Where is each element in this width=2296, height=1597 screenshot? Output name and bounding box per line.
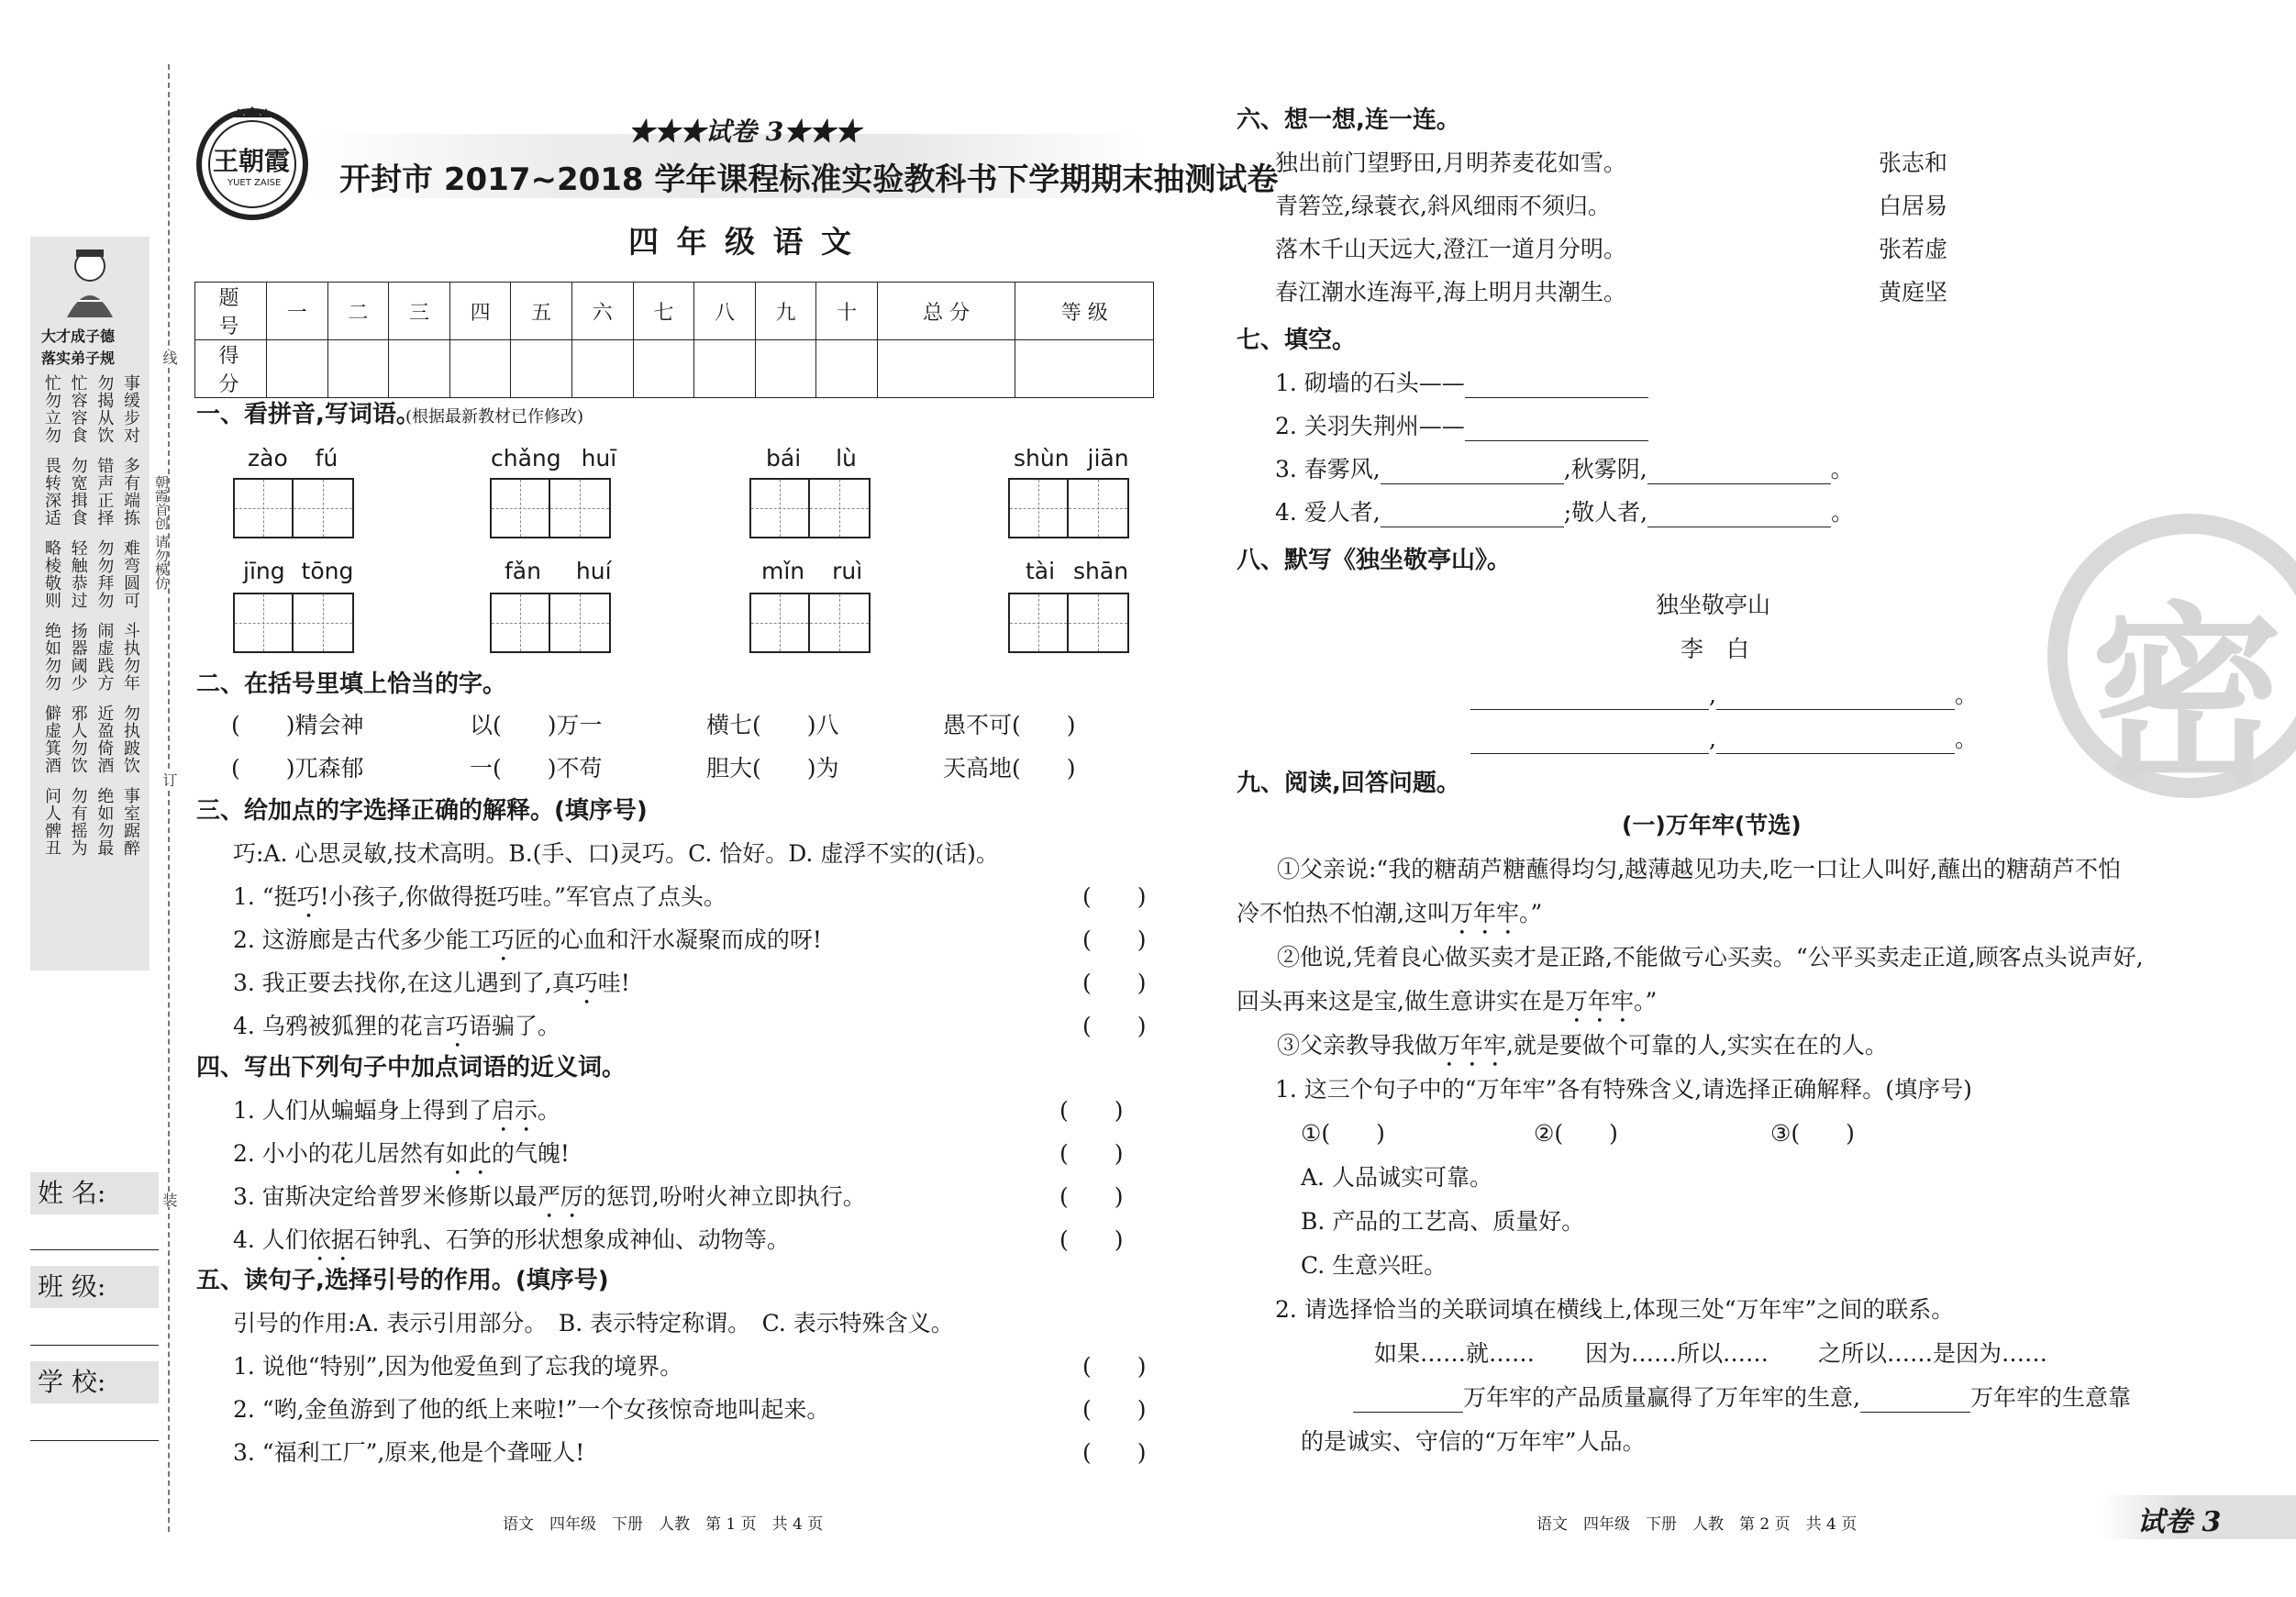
motto-col: 扬器阈少	[68, 622, 88, 692]
class-label: 班 级:	[30, 1266, 159, 1308]
q9-choice: B. 产品的工艺高、质量好。	[1301, 1208, 1585, 1235]
score-input[interactable]	[267, 340, 328, 398]
score-cell: 四	[449, 283, 511, 340]
passage-text	[1277, 1031, 1888, 1072]
answer-paren[interactable]: ( )	[1082, 1013, 1147, 1039]
q6-title: 六、想一想,连一连。	[1237, 106, 1460, 134]
motto-col: 绝如勿勿	[42, 622, 61, 692]
text: 匠的心血和汗水凝聚而成的呀!	[514, 926, 822, 953]
q9-title: 九、阅读,回答问题。	[1237, 770, 1460, 797]
answer-blank[interactable]	[1716, 688, 1955, 710]
answer-blank[interactable]	[1465, 376, 1648, 398]
text: 的气魄!	[491, 1140, 570, 1167]
q9-question: 1. 这三个句子中的“万年牢”各有特殊含义,请选择正确解释。(填序号)	[1275, 1076, 1972, 1103]
q3-options: 巧:A. 心思灵敏,技术高明。B.(手、口)灵巧。C. 恰好。D. 虚浮不实的(话)。	[233, 840, 999, 867]
q8-title: 八、默写《独坐敬亭山》。	[1237, 547, 1512, 574]
poem-line	[1470, 681, 1978, 710]
answer-blank[interactable]	[1716, 732, 1955, 754]
pinyin: shùn jiān	[1014, 445, 1129, 471]
q2-idiom[interactable]: ( )精会神	[231, 712, 364, 738]
score-input[interactable]	[449, 340, 511, 398]
score-input[interactable]	[816, 340, 878, 398]
text: 语骗了。	[468, 1013, 560, 1039]
score-table	[194, 282, 1154, 398]
motto-col: 近盈倚酒	[94, 704, 115, 774]
score-cell: 九	[755, 283, 816, 340]
text: 。	[1954, 682, 1978, 708]
writing-grid[interactable]	[233, 593, 354, 653]
text: 2. 关羽失荆州——	[1275, 413, 1465, 439]
text: 哇!	[597, 970, 630, 996]
motto-columns	[41, 374, 140, 870]
motto-col: 多有端拣	[120, 457, 140, 527]
text: ,就是要做个可靠的人,实实在在的人。	[1506, 1032, 1888, 1059]
corner-label: 试卷 3	[2137, 1506, 2222, 1538]
publisher-logo	[193, 105, 312, 224]
q3-item	[233, 882, 727, 924]
q5-title: 五、读句子,选择引号的作用。(填序号)	[196, 1267, 609, 1294]
motto-col: 绝如勿最	[94, 787, 115, 857]
answer-paren[interactable]: ( )	[1082, 926, 1147, 953]
school-label: 学 校:	[30, 1361, 159, 1403]
footer-left: 语文 四年级 下册 人教 第 1 页 共 4 页	[503, 1515, 824, 1534]
q6-poem-line: 青箬笠,绿蓑衣,斜风细雨不须归。	[1275, 193, 1611, 219]
writing-grid[interactable]	[749, 593, 871, 653]
dotted-word: 万年牢	[1449, 900, 1519, 926]
score-input[interactable]	[1015, 340, 1154, 398]
score-input[interactable]	[571, 340, 633, 398]
motto-col: 忙容容食	[68, 374, 88, 444]
text: ;敬人者,	[1563, 499, 1648, 526]
score-input[interactable]	[755, 340, 816, 398]
score-cell: 七	[633, 283, 694, 340]
q2-idiom[interactable]: 一( )不苟	[470, 755, 603, 782]
class-field[interactable]	[30, 1345, 159, 1346]
score-input[interactable]	[389, 340, 450, 398]
dotted-char: 巧	[574, 970, 598, 996]
poem-author: 李 白	[1680, 636, 1750, 662]
text: 的惩罚,吩咐火神立即执行。	[582, 1183, 866, 1210]
answer-blank[interactable]	[1860, 1391, 1970, 1413]
q5-options: 引号的作用:A. 表示引用部分。 B. 表示特定称谓。 C. 表示特殊含义。	[233, 1310, 954, 1336]
answer-paren[interactable]: ②( )	[1534, 1120, 1618, 1147]
q4-item	[233, 1139, 570, 1181]
q7-item	[1275, 369, 1648, 398]
score-cell: 题 号	[195, 283, 267, 340]
text: 万年牢的生意靠	[1969, 1384, 2131, 1411]
text: 。	[1830, 456, 1854, 482]
q9-choice: C. 生意兴旺。	[1301, 1252, 1447, 1279]
q2-idiom[interactable]: 天高地( )	[943, 755, 1076, 782]
answer-paren[interactable]: ( )	[1082, 1396, 1147, 1423]
conjunction-option: 之所以……是因为……	[1818, 1340, 2048, 1367]
q4-title: 四、写出下列句子中加点词语的近义词。	[196, 1054, 627, 1081]
score-cell: 一	[267, 283, 328, 340]
poem-line	[1470, 725, 1978, 754]
text: 万年牢的产品质量赢得了万年牢的生意,	[1463, 1384, 1860, 1411]
answer-blank[interactable]	[1465, 419, 1648, 441]
writing-grid[interactable]	[233, 478, 354, 538]
q2-idiom[interactable]: 横七( )八	[706, 712, 839, 738]
conjunction-option: 因为……所以……	[1585, 1340, 1769, 1367]
motto-col: 邪人勿饮	[68, 704, 88, 774]
answer-paren[interactable]: ( )	[1059, 1226, 1124, 1253]
text: 回头再来这是宝,做生意讲实在是	[1237, 988, 1565, 1015]
score-input[interactable]	[877, 340, 1015, 398]
exam-title: 开封市 2017~2018 学年课程标准实验教科书下学期期末抽测试卷	[339, 161, 1279, 198]
answer-paren[interactable]: ( )	[1082, 1353, 1147, 1380]
writing-grid[interactable]	[749, 478, 871, 538]
answer-blank[interactable]	[1470, 688, 1709, 710]
school-field[interactable]	[30, 1440, 159, 1441]
text: !小孩子,你做得挺巧哇。”军官点了点头。	[319, 883, 727, 910]
bind-label-ding: 订	[161, 772, 178, 787]
dotted-word: 启示	[491, 1097, 538, 1124]
q3-title: 三、给加点的字选择正确的解释。(填序号)	[196, 797, 648, 825]
q9-sentence	[1353, 1383, 2131, 1413]
pinyin: bái lù	[766, 445, 857, 471]
q9-sentence: 的是诚实、守信的“万年牢”人品。	[1301, 1428, 1646, 1455]
score-cell: 八	[694, 283, 756, 340]
passage-text	[1237, 987, 1657, 1028]
logo-text: 王朝霞	[213, 146, 291, 176]
motto-col: 问人髀丑	[42, 787, 61, 857]
text: 1. 砌墙的石头——	[1275, 370, 1465, 396]
q4-item	[233, 1225, 790, 1267]
exam-subject: 四 年 级 语 文	[628, 224, 855, 260]
dotted-word: 如此	[445, 1140, 492, 1167]
q5-item: 1. 说他“特别”,因为他爱鱼到了忘我的境界。	[233, 1353, 683, 1380]
q2-title: 二、在括号里填上恰当的字。	[196, 671, 507, 698]
answer-paren[interactable]: ( )	[1082, 1439, 1147, 1466]
motto-col: 闹虚践方	[94, 622, 115, 692]
q2-idiom[interactable]: 胆大( )为	[706, 755, 839, 782]
text: 2. 小小的花儿居然有	[233, 1140, 446, 1167]
bind-label-xian: 线	[161, 350, 178, 365]
score-cell: 二	[327, 283, 389, 340]
text: 4. 人们	[233, 1226, 308, 1253]
answer-blank[interactable]	[1470, 732, 1709, 754]
answer-paren[interactable]: ( )	[1082, 970, 1147, 996]
text: ,秋雾阴,	[1563, 456, 1647, 482]
text: 。	[1831, 499, 1855, 526]
text: 。”	[1518, 900, 1543, 926]
answer-paren[interactable]: ①( )	[1301, 1120, 1385, 1147]
q6-poem-line: 独出前门望野田,月明荞麦花如雪。	[1275, 150, 1626, 176]
q2-idiom[interactable]: 以( )万一	[470, 712, 603, 738]
q7-item	[1275, 412, 1648, 441]
q4-item	[233, 1096, 560, 1137]
confidential-stamp	[2047, 514, 2296, 810]
series-label: ★★★试卷 3★★★	[628, 116, 861, 147]
answer-paren[interactable]: ③( )	[1770, 1120, 1855, 1147]
answer-paren[interactable]: ( )	[1059, 1183, 1124, 1210]
q7-item	[1275, 455, 1854, 484]
score-cell: 十	[816, 283, 878, 340]
text: 石钟乳、石笋的形状想象成神仙、动物等。	[353, 1226, 790, 1253]
motto-col: 畏转深适	[42, 457, 61, 527]
q6-poet[interactable]: 黄庭坚	[1879, 279, 1948, 305]
name-field[interactable]	[30, 1249, 159, 1250]
pinyin: zào fú	[248, 445, 338, 471]
score-cell: 得 分	[195, 340, 267, 398]
text: 4. 爱人者,	[1275, 499, 1381, 526]
passage-text: ①父亲说:“我的糖葫芦糖蘸得均匀,越薄越见功夫,吃一口让人叫好,蘸出的糖葫芦不怕	[1277, 856, 2122, 882]
text: 3. 我正要去找你,在这儿遇到了,真	[233, 970, 575, 996]
motto-col: 勿揭从饮	[94, 374, 115, 444]
writing-grid[interactable]	[490, 593, 611, 653]
q5-item: 2. “哟,金鱼游到了他的纸上来啦!”一个女孩惊奇地叫起来。	[233, 1396, 830, 1423]
motto-col: 勿有摇为	[68, 787, 88, 857]
dotted-word: 万年牢	[1437, 1032, 1507, 1059]
scholar-figure	[58, 246, 122, 319]
score-cell: 三	[389, 283, 450, 340]
motto-col: 勿勿拜勿	[94, 539, 115, 609]
score-row-scores	[195, 340, 1154, 398]
text: 4. 乌鸦被狐狸的花言	[233, 1013, 446, 1039]
answer-blank[interactable]	[1647, 462, 1831, 484]
pinyin: fǎn huí	[505, 558, 612, 584]
answer-blank[interactable]	[1353, 1391, 1463, 1413]
text: 3. 春雾风,	[1275, 456, 1381, 482]
text: 1. 人们从蝙蝠身上得到了	[233, 1097, 492, 1124]
poem-title: 独坐敬亭山	[1656, 592, 1771, 618]
dotted-word: 依据	[307, 1226, 354, 1253]
dotted-char: 巧	[445, 1013, 469, 1039]
seal-text: 朝霞首创 请勿模仿	[153, 475, 170, 590]
score-cell: 总 分	[877, 283, 1015, 340]
q9-choice: A. 人品诚实可靠。	[1301, 1164, 1492, 1191]
conjunction-option: 如果……就……	[1374, 1340, 1536, 1367]
q9-question: 2. 请选择恰当的关联词填在横线上,体现三处“万年牢”之间的联系。	[1275, 1296, 1955, 1323]
q1-title: 一、看拼音,写词语。	[196, 401, 420, 428]
q4-item	[233, 1182, 866, 1224]
q6-poem-line: 落木千山天远大,澄江一道月分明。	[1275, 236, 1626, 262]
q6-poem-line: 春江潮水连海平,海上明月共潮生。	[1275, 279, 1626, 305]
writing-grid[interactable]	[490, 478, 611, 538]
text: ,	[1709, 682, 1716, 708]
answer-blank[interactable]	[1381, 505, 1564, 527]
motto-col: 僻虚箕酒	[42, 704, 61, 774]
q3-item	[233, 926, 822, 967]
name-label: 姓 名:	[30, 1172, 159, 1214]
score-input[interactable]	[694, 340, 756, 398]
text: 。	[1954, 726, 1978, 752]
pinyin: tài shān	[1026, 558, 1129, 584]
answer-blank[interactable]	[1647, 505, 1831, 527]
score-cell: 六	[571, 283, 633, 340]
text: 。”	[1633, 988, 1658, 1015]
stamp-char: 密	[2091, 585, 2284, 810]
motto-strip	[30, 237, 150, 970]
q1-note: (根据最新教材已作修改)	[405, 407, 584, 427]
score-input[interactable]	[633, 340, 694, 398]
motto-col: 事室踞醉	[120, 787, 140, 857]
dotted-word: 万年牢	[1564, 988, 1634, 1015]
motto-col: 略棱敬则	[42, 539, 61, 609]
pinyin: chǎng huī	[491, 445, 617, 471]
score-input[interactable]	[511, 340, 572, 398]
dotted-word: 严厉	[537, 1183, 583, 1210]
motto-col: 斗执勿年	[120, 622, 140, 692]
text: 2. 这游廊是古代多少能工	[233, 926, 492, 953]
writing-grid[interactable]	[1008, 593, 1129, 653]
writing-grid[interactable]	[1008, 478, 1129, 538]
dotted-char: 巧	[491, 926, 515, 953]
score-input[interactable]	[327, 340, 389, 398]
motto-col: 错声正择	[94, 457, 115, 527]
text: 。	[537, 1097, 560, 1124]
q7-title: 七、填空。	[1237, 327, 1357, 354]
q3-item	[233, 969, 630, 1010]
motto-col: 轻触恭过	[68, 539, 88, 609]
motto-col: 难弯圆可	[120, 539, 140, 609]
motto-col: 勿执跛饮	[120, 704, 140, 774]
score-cell: 等 级	[1015, 283, 1154, 340]
q2-idiom[interactable]: 愚不可( )	[943, 712, 1076, 738]
answer-paren[interactable]: ( )	[1082, 883, 1147, 910]
pinyin: mǐn ruì	[761, 558, 863, 584]
text: ,	[1709, 726, 1716, 752]
passage-title: (一)万年牢(节选)	[1622, 812, 1802, 838]
binding-dashed-line	[168, 64, 170, 1532]
passage-text	[1237, 899, 1542, 940]
answer-paren[interactable]: ( )	[1059, 1140, 1124, 1167]
footer-right: 语文 四年级 下册 人教 第 2 页 共 4 页	[1536, 1515, 1858, 1534]
motto-line-2: 落实弟子规	[41, 349, 116, 367]
pinyin: jīng tōng	[243, 558, 354, 584]
q6-poet[interactable]: 张若虚	[1879, 236, 1948, 262]
motto-col: 事缓步对	[120, 374, 140, 444]
q3-item	[233, 1012, 560, 1053]
score-cell: 五	[511, 283, 572, 340]
text: 冷不怕热不怕潮,这叫	[1237, 900, 1450, 926]
q6-poet[interactable]: 白居易	[1879, 193, 1948, 219]
q7-item	[1275, 498, 1854, 527]
q5-item: 3. “福利工厂”,原来,他是个聋哑人!	[233, 1439, 585, 1466]
answer-blank[interactable]	[1381, 462, 1564, 484]
motto-col: 忙勿立勿	[42, 374, 61, 444]
motto-col: 勿宽揖食	[68, 457, 88, 527]
text: 1. “挺	[233, 883, 297, 910]
bind-label-zhuang: 装	[161, 1192, 178, 1207]
dotted-char: 巧	[296, 883, 320, 910]
text: ③父亲教导我做	[1277, 1032, 1438, 1059]
answer-paren[interactable]: ( )	[1059, 1097, 1124, 1124]
score-row-header	[195, 283, 1154, 340]
q6-poet[interactable]: 张志和	[1879, 150, 1948, 176]
passage-text: ②他说,凭着良心做买卖才是正路,不能做亏心买卖。“公平买卖走正道,顾客点头说声好,	[1277, 944, 2144, 970]
q2-idiom[interactable]: ( )兀森郁	[231, 755, 364, 782]
motto-line-1: 大才成子德	[41, 327, 116, 345]
logo-subtext: YUET ZAISE	[227, 178, 282, 188]
text: 3. 宙斯决定给普罗米修斯以最	[233, 1183, 538, 1210]
